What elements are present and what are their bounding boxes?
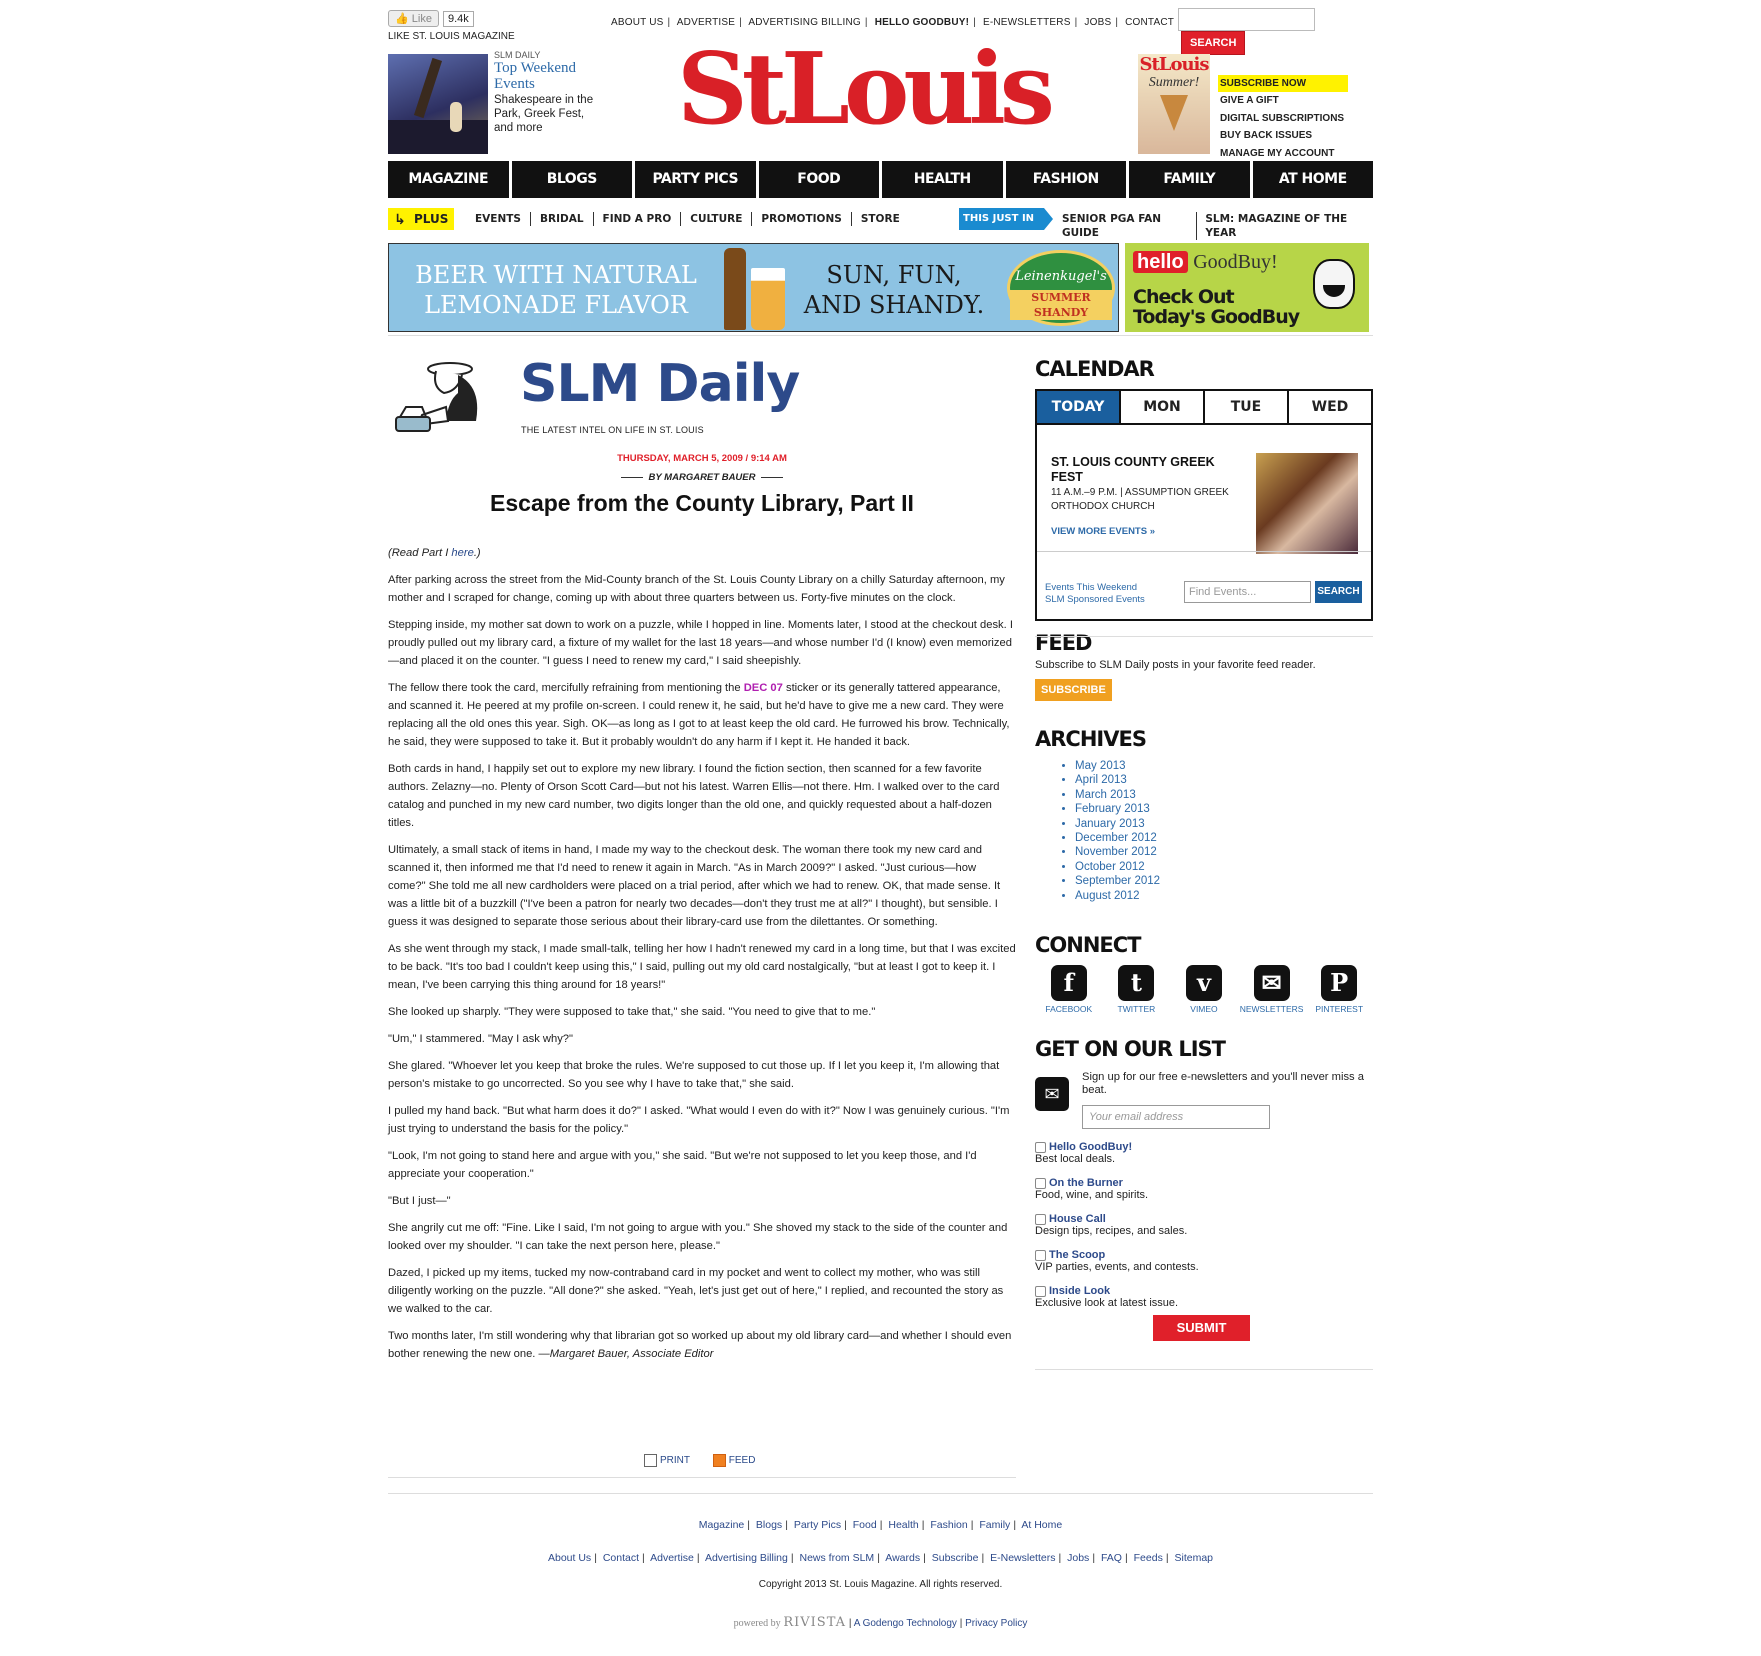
part-one-link[interactable]: here <box>451 547 474 559</box>
pinterest-link[interactable]: P PINTEREST <box>1305 965 1373 1014</box>
archive-link[interactable]: • October 2012 <box>1075 860 1160 874</box>
this-just-in-label: THIS JUST IN <box>959 208 1044 230</box>
footer-link[interactable]: Food <box>852 1519 877 1531</box>
cover-subtitle: Summer! <box>1148 75 1200 90</box>
divider <box>1035 636 1373 637</box>
footer-link[interactable]: About Us <box>547 1552 592 1564</box>
promo-block <box>494 50 594 135</box>
facebook-link[interactable]: f FACEBOOK <box>1035 965 1103 1014</box>
paragraph: "Look, I'm not going to stand here and argue with you," she said. "But we're not supposed to let you keep those, and I'd appreciate your cooperation." <box>388 1150 977 1180</box>
shandy-banner-ad[interactable] <box>388 243 1119 332</box>
newsletter-option: Inside Look Exclusive look at latest issue. <box>1035 1285 1179 1309</box>
divider <box>1035 1369 1373 1370</box>
utility-nav: ABOUT US | ADVERTISE | ADVERTISING BILLING | HELLO GOODBUY! | E-NEWSLETTERS | JOBS | CONTACT <box>611 17 1175 28</box>
subnav-culture[interactable]: CULTURE <box>681 212 752 226</box>
manage-account-link[interactable]: MANAGE MY ACCOUNT <box>1220 147 1335 159</box>
footer-info-links: About Us | Contact | Advertise | Advertising Billing | News from SLM | Awards | Subscribe | E-Newsletters | Jobs | FAQ | Feeds | Sitemap <box>547 1552 1214 1564</box>
like-caption: LIKE ST. LOUIS MAGAZINE <box>388 31 515 42</box>
godengo-link[interactable]: A Godengo Technology <box>853 1618 957 1629</box>
tab-today[interactable]: TODAY <box>1037 391 1119 423</box>
archive-link[interactable]: • May 2013 <box>1075 759 1160 773</box>
the-scoop-checkbox[interactable] <box>1035 1250 1046 1261</box>
signature: —Margaret Bauer, Associate Editor <box>538 1348 714 1360</box>
events-this-weekend-link[interactable]: Events This Weekend <box>1045 582 1138 593</box>
paragraph: "But I just—" <box>388 1195 451 1207</box>
envelope-icon: ✉ <box>1254 965 1290 1001</box>
read-part-one: (Read Part I here.) <box>388 547 481 559</box>
newsletter-option: The Scoop VIP parties, events, and contests. <box>1035 1249 1199 1273</box>
ad-line-1: BEER WITH NATURAL <box>415 261 697 289</box>
page <box>388 0 1373 1656</box>
promo-headline[interactable]: Top Weekend Events <box>494 60 577 92</box>
brand-name: Leinenkugel's <box>1015 269 1107 284</box>
footer-link[interactable]: Subscribe <box>931 1552 979 1564</box>
toplink-jobs[interactable]: JOBS <box>1084 17 1112 28</box>
paragraph: Ultimately, a small stack of items in hand, I made my way to the checkout desk. The woman there took my new card and scanned it, then informed me that I'd need to renew it again in March. "As in March 2009?" I asked. "Just curious—how come?" She told me all new cardholders were placed on a trial period, after which we had to renew. OK, that made sense. It was a little bit of a buzzkill ("I've been a patron for nearly two decades—don't they trust me at all?" I thought), but sensible. I guess it was designed to separate those serious about their library-card use from the dilettantes. Or something. <box>388 844 1001 928</box>
hello-goodbuy-ad[interactable] <box>1125 243 1369 332</box>
nav-blogs[interactable]: BLOGS <box>512 161 633 198</box>
footer-link[interactable]: Advertise <box>650 1552 694 1564</box>
paragraph: She looked up sharply. "They were supposed to take that," she said. "You need to give that to me." <box>388 1006 876 1018</box>
dec-07-sticker: DEC 07 <box>743 682 783 694</box>
article-title: Escape from the County Library, Part II <box>490 490 914 516</box>
house-call-checkbox[interactable] <box>1035 1214 1046 1225</box>
article-date: THURSDAY, MARCH 5, 2009 / 9:14 AM <box>617 453 787 464</box>
privacy-policy-link[interactable]: Privacy Policy <box>965 1618 1028 1629</box>
article-tools <box>644 1454 775 1467</box>
archive-link[interactable]: • September 2012 <box>1075 874 1160 888</box>
promo-description: Shakespeare in the Park, Greek Fest, and more <box>494 94 594 134</box>
ad-line-3: SUN, FUN, <box>826 261 962 289</box>
footer-link[interactable]: Fashion <box>930 1519 968 1531</box>
nav-family[interactable]: FAMILY <box>1129 161 1250 198</box>
blog-title[interactable]: SLM Daily <box>520 354 800 414</box>
hello-label: hello <box>1133 251 1188 273</box>
subnav-find-a-pro[interactable]: FIND A PRO <box>594 212 682 226</box>
sidebar <box>1035 357 1373 1335</box>
toplink-e-newsletters[interactable]: E-NEWSLETTERS <box>982 17 1071 28</box>
newsletters-link[interactable]: ✉ NEWSLETTERS <box>1238 965 1306 1014</box>
print-link[interactable]: PRINT <box>644 1455 700 1466</box>
toplink-about-us[interactable]: ABOUT US <box>611 17 664 28</box>
paragraph: "Um," I stammered. "May I ask why?" <box>388 1033 573 1045</box>
vimeo-link[interactable]: v VIMEO <box>1170 965 1238 1014</box>
envelope-icon: ✉ <box>1035 1077 1069 1111</box>
footer-section-links: Magazine | Blogs | Party Pics | Food | Health | Fashion | Family | At Home <box>698 1519 1063 1531</box>
divider <box>388 335 1373 336</box>
nav-food[interactable]: FOOD <box>759 161 880 198</box>
subnav-promotions[interactable]: PROMOTIONS <box>752 212 851 226</box>
list-description: Sign up for our free e-newsletters and you'll never miss a beat. <box>1082 1071 1364 1096</box>
toplink-contact[interactable]: CONTACT <box>1125 17 1175 28</box>
paragraph: I pulled my hand back. "But what harm does it do?" I asked. "What would I even do with it?" Now I was genuinely curious. "I'm just trying to understand the basis for the policy." <box>388 1105 1010 1135</box>
footer-link[interactable]: Magazine <box>698 1519 745 1531</box>
main-nav <box>388 161 1373 198</box>
paragraph: After parking across the street from the Mid-County branch of the St. Louis County Library on a chilly Saturday afternoon, my mother and I scraped for change, coming up with about three quarters between us. Forty-five minutes on the clock. <box>388 574 1005 604</box>
newsletter-option: House Call Design tips, recipes, and sales. <box>1035 1213 1188 1237</box>
archive-link[interactable]: • April 2013 <box>1075 773 1160 787</box>
promo-thumbnail[interactable] <box>388 54 488 154</box>
nav-party-pics[interactable]: PARTY PICS <box>635 161 756 198</box>
cover-title: StLouis <box>1139 54 1209 75</box>
paragraph: As she went through my stack, I made small-talk, telling her how I hadn't renewed my card in a long time, but that I was excited to be back. "It's too bad I couldn't keep using this," I said, pulling out my old card nostalgically, "but at least I got to keep it. I mean, I've been carrying this thing around for 18 years!" <box>388 943 1016 991</box>
feed-heading: FEED <box>1035 631 1092 655</box>
footer-link[interactable]: Jobs <box>1067 1552 1090 1564</box>
footer-link[interactable]: At Home <box>1021 1519 1063 1531</box>
sponsored-events-link[interactable]: SLM Sponsored Events <box>1045 594 1145 605</box>
divider <box>1037 551 1371 552</box>
nav-fashion[interactable]: FASHION <box>1006 161 1127 198</box>
hello-goodbuy-checkbox[interactable] <box>1035 1142 1046 1153</box>
site-search-input[interactable] <box>1178 8 1315 31</box>
ice-cream-image <box>1160 95 1188 131</box>
rivista-logo[interactable]: RIVISTA <box>783 1615 847 1630</box>
footer-link[interactable]: Blogs <box>755 1519 783 1531</box>
archive-link[interactable]: • August 2012 <box>1075 889 1160 903</box>
rss-icon <box>713 1454 726 1467</box>
sub-nav <box>388 208 1373 239</box>
subnav-bridal[interactable]: BRIDAL <box>531 212 594 226</box>
leinenkugels-logo <box>1007 250 1115 326</box>
beer-bottle-image <box>724 248 746 330</box>
mascot-image <box>1313 259 1355 309</box>
arrow-icon: ↳ <box>394 212 406 228</box>
footer-link[interactable]: FAQ <box>1100 1552 1122 1564</box>
site-logo[interactable]: StLouis <box>677 32 1049 147</box>
footer-link[interactable]: Feeds <box>1133 1552 1163 1564</box>
ad-line-4: AND SHANDY. <box>803 291 985 319</box>
typist-illustration-icon <box>392 357 492 437</box>
magazine-cover[interactable] <box>1138 54 1210 154</box>
paragraph: She glared. "Whoever let you keep that broke the rules. We're supposed to cut those up. If I let you keep it, I'm allowing that person's mistake to go uncorrected. So you see why I have to take that," she said. <box>388 1060 1000 1090</box>
nav-at-home[interactable]: AT HOME <box>1253 161 1374 198</box>
powered-by-label: powered by <box>733 1618 781 1629</box>
archive-link[interactable]: • November 2012 <box>1075 845 1160 859</box>
inside-look-checkbox[interactable] <box>1035 1286 1046 1297</box>
archive-link[interactable]: • January 2013 <box>1075 817 1160 831</box>
event-title[interactable]: ST. LOUIS COUNTY GREEK FEST <box>1051 455 1215 484</box>
beer-glass-image <box>751 268 785 330</box>
toplink-hello-goodbuy[interactable]: HELLO GOODBUY! <box>874 17 970 28</box>
powered-by: powered by RIVISTA | A Godengo Technology | Privacy Policy <box>733 1615 1028 1630</box>
event-photo[interactable] <box>1256 453 1358 554</box>
facebook-icon: f <box>1051 965 1087 1001</box>
archive-link[interactable]: • December 2012 <box>1075 831 1160 845</box>
goodbuy-label: GoodBuy! <box>1193 251 1278 273</box>
subscribe-feed-button[interactable]: SUBSCRIBE <box>1035 679 1112 701</box>
footer-link[interactable]: Advertising Billing <box>704 1552 788 1564</box>
digital-subscriptions-link[interactable]: DIGITAL SUBSCRIPTIONS <box>1220 112 1345 124</box>
events-search-button[interactable]: SEARCH <box>1315 581 1362 603</box>
buy-back-issues-link[interactable]: BUY BACK ISSUES <box>1220 130 1313 142</box>
archives-section <box>1035 727 1160 903</box>
paragraph: She angrily cut me off: "Fine. Like I said, I'm not going to argue with you." She shoved my stack to the side of the counter and looked over my shoulder. "I can take the next person here, please." <box>388 1222 1008 1252</box>
divider <box>388 1477 1016 1478</box>
email-field[interactable]: Your email address <box>1082 1105 1270 1129</box>
like-label: Like <box>411 13 432 25</box>
paragraph: Stepping inside, my mother sat down to work on a puzzle, while I hopped in line. Moments later, I stood at the checkout desk. I proudly pulled out my library card, a fixture of my wallet for the last 18 years—and whose number I'd (I know) even memorized—and placed it on the counter. "I guess I need to renew my card," I said sheepishly. <box>388 619 1013 667</box>
footer-link[interactable]: Contact <box>602 1552 640 1564</box>
feed-link[interactable]: FEED <box>713 1455 766 1466</box>
brand-product: SUMMER SHANDY <box>1010 290 1112 320</box>
connect-section <box>1035 933 1373 1014</box>
newsletter-option: Hello GoodBuy! Best local deals. <box>1035 1141 1133 1165</box>
newsletter-option: On the Burner Food, wine, and spirits. <box>1035 1177 1149 1201</box>
facebook-like-widget <box>388 10 515 42</box>
byline-text: BY MARGARET BAUER <box>648 472 756 483</box>
twitter-icon: t <box>1118 965 1154 1001</box>
like-count: 9.4k <box>443 11 474 27</box>
vimeo-icon: v <box>1186 965 1222 1001</box>
promo-kicker: SLM DAILY <box>494 50 541 60</box>
todays-goodbuy-line: Today's GoodBuy <box>1133 306 1300 328</box>
newsletter-signup <box>1035 1037 1364 1335</box>
pinterest-icon: P <box>1321 965 1357 1001</box>
ad-line-2: LEMONADE FLAVOR <box>424 291 688 319</box>
submit-button[interactable]: SUBMIT <box>1153 1315 1250 1341</box>
on-the-burner-checkbox[interactable] <box>1035 1178 1046 1189</box>
tab-wed[interactable]: WED <box>1287 391 1371 423</box>
toplink-advertising-billing[interactable]: ADVERTISING BILLING <box>748 17 861 28</box>
calendar-widget <box>1035 389 1373 621</box>
facebook-like-button[interactable]: 👍 Like <box>388 10 439 27</box>
connect-heading: CONNECT <box>1035 933 1141 957</box>
site-search-button[interactable]: SEARCH <box>1181 31 1245 55</box>
nav-magazine[interactable]: MAGAZINE <box>388 161 509 198</box>
paragraph: Two months later, I'm still wondering why that librarian got so worked up about my old library card—and whether I should even bother renewing the new one. —Margaret Bauer, Associate Editor <box>388 1330 1012 1360</box>
nav-health[interactable]: HEALTH <box>882 161 1003 198</box>
archive-link[interactable]: • March 2013 <box>1075 788 1160 802</box>
footer-link[interactable]: Awards <box>885 1552 921 1564</box>
subnav-store[interactable]: STORE <box>860 213 900 225</box>
archive-link[interactable]: • February 2013 <box>1075 802 1160 816</box>
event-details: 11 A.M.–9 P.M. | ASSUMPTION GREEK ORTHODOX CHURCH <box>1051 487 1229 512</box>
feed-section <box>1035 631 1316 701</box>
blog-tagline: THE LATEST INTEL ON LIFE IN ST. LOUIS <box>521 425 704 435</box>
feed-description: Subscribe to SLM Daily posts in your favorite feed reader. <box>1035 659 1316 671</box>
list-heading: GET ON OUR LIST <box>1035 1037 1225 1061</box>
paragraph: Dazed, I picked up my items, tucked my now-contraband card in my pocket and went to collect my mother, who was still diligently working on the puzzle. "All done?" she asked. "Yeah, let's just get out of here," I replied, and recounted the story as we walked to the car. <box>388 1267 1004 1315</box>
copyright: Copyright 2013 St. Louis Magazine. All rights reserved. <box>758 1579 1003 1590</box>
footer-link[interactable]: E-Newsletters <box>990 1552 1056 1564</box>
article-body <box>388 544 1016 1372</box>
tab-mon[interactable]: MON <box>1119 391 1203 423</box>
subscribe-now-link[interactable]: SUBSCRIBE NOW <box>1218 75 1348 92</box>
divider <box>388 1493 1373 1494</box>
plus-menu[interactable] <box>388 208 454 230</box>
give-a-gift-link[interactable]: GIVE A GIFT <box>1220 95 1279 107</box>
magazine-of-year-link[interactable]: SLM: MAGAZINE OF THE YEAR <box>1205 213 1348 239</box>
printer-icon <box>644 1454 657 1467</box>
archives-heading: ARCHIVES <box>1035 727 1146 751</box>
calendar-heading: CALENDAR <box>1035 357 1154 381</box>
senior-pga-link[interactable]: SENIOR PGA FAN GUIDE <box>1054 212 1197 240</box>
footer-link[interactable]: News from SLM <box>799 1552 875 1564</box>
footer-link[interactable]: Family <box>979 1519 1011 1531</box>
subnav-events[interactable]: EVENTS <box>466 212 531 226</box>
footer-link[interactable]: Sitemap <box>1174 1552 1214 1564</box>
site-search <box>1178 8 1373 55</box>
footer-link[interactable]: Party Pics <box>793 1519 842 1531</box>
paragraph: Both cards in hand, I happily set out to explore my new library. I found the fiction section, then scanned for a few favorite authors. Zelazny—no. Plenty of Orson Scott Card—but not his latest. Warren Ellis—not there. Hm. I walked over to the card catalog and punched in my new card number, two digits longer than the old one, and quickly requested about a half-dozen titles. <box>388 763 1000 829</box>
check-out-line: Check Out <box>1133 286 1234 308</box>
find-events-input[interactable]: Find Events... <box>1184 581 1311 603</box>
footer-link[interactable]: Health <box>888 1519 919 1531</box>
paragraph: The fellow there took the card, mercifully refraining from mentioning the DEC 07 sticker or its generally tattered appearance, and scanned it. He peered at my profile on-screen. I could renew it, he said, but he'd have to give me a new card. They were replacing all the old ones this year. Sigh. OK—as long as I got to at least keep the old card. He furrowed his brow. Technically, he said, they were supposed to take it. But it probably wouldn't do any harm if I kept it. He handed it back. <box>388 682 1010 748</box>
article-byline <box>388 472 1016 483</box>
view-more-events-link[interactable]: VIEW MORE EVENTS » <box>1051 526 1155 537</box>
tab-tue[interactable]: TUE <box>1203 391 1287 423</box>
toplink-advertise[interactable]: ADVERTISE <box>676 17 736 28</box>
plus-label: PLUS <box>414 212 449 226</box>
subscribe-links <box>1218 75 1348 162</box>
twitter-link[interactable]: t TWITTER <box>1103 965 1171 1014</box>
